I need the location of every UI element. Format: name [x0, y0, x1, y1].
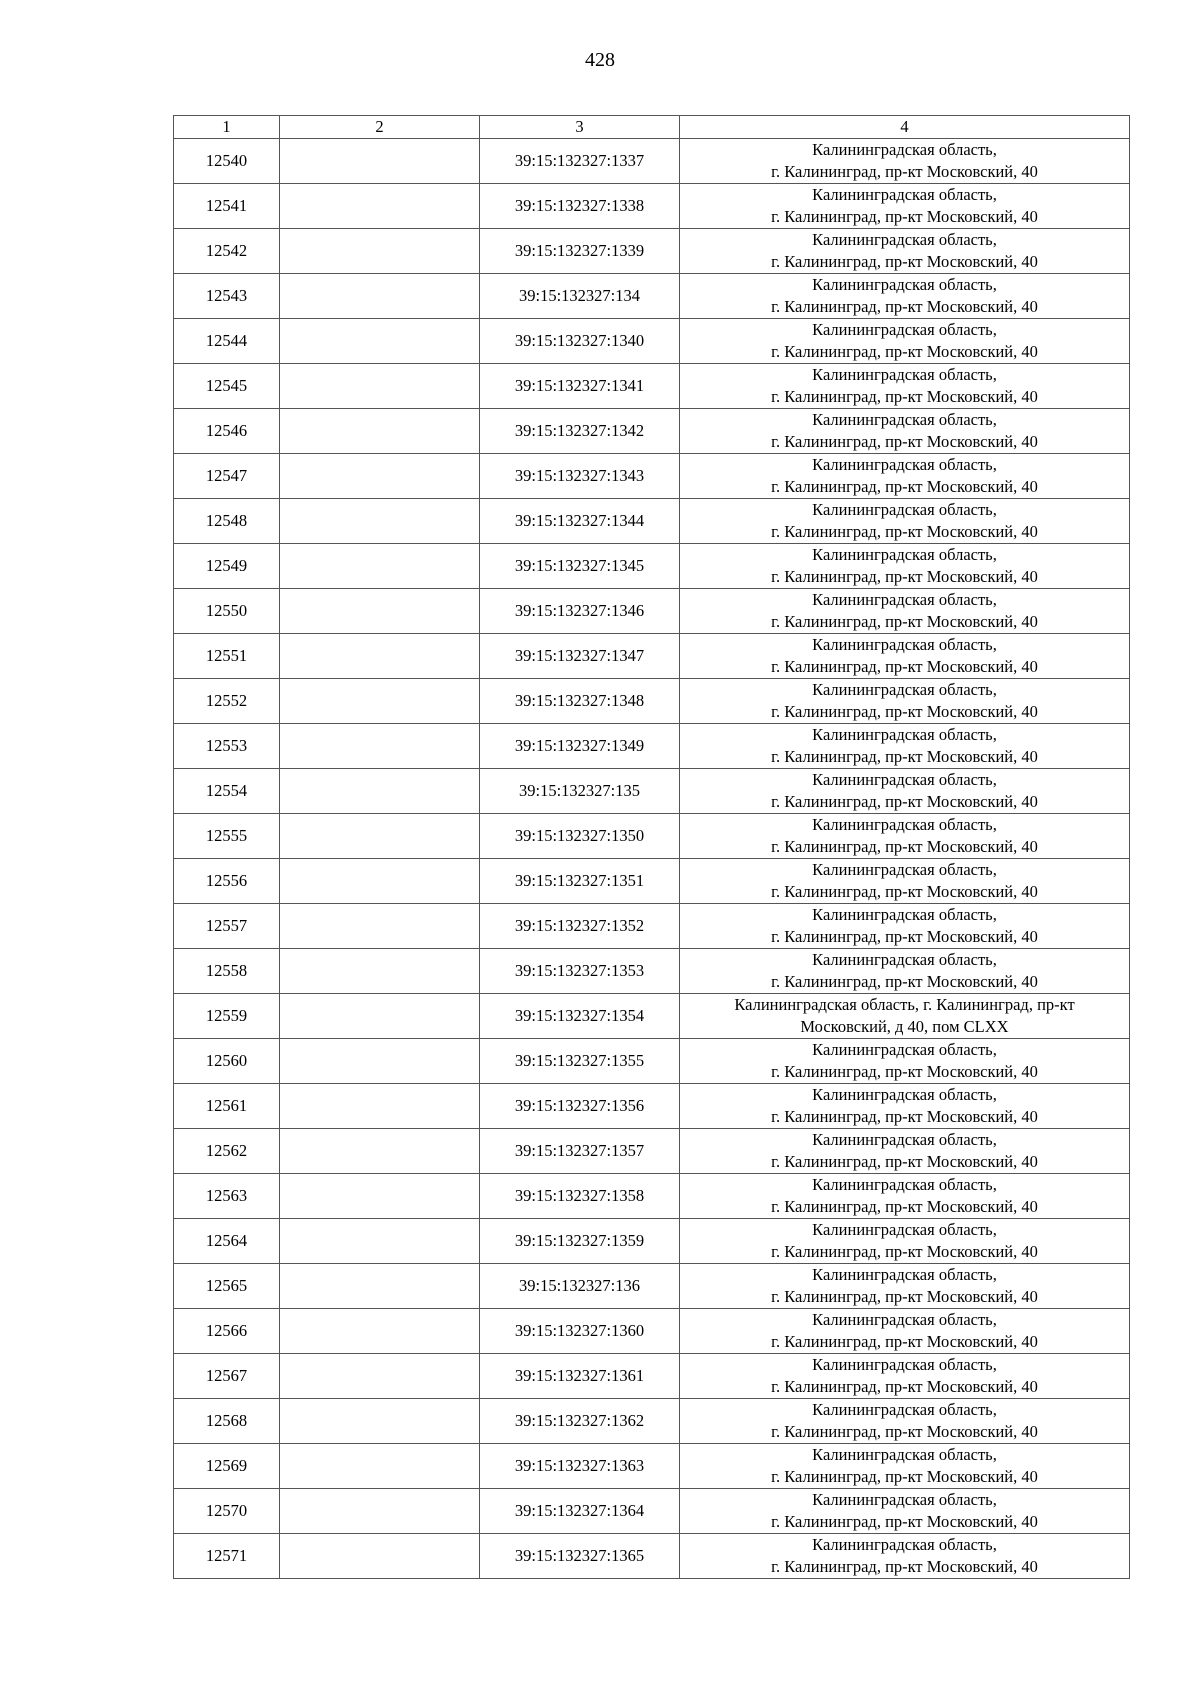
- cadastral-number-cell: 39:15:132327:1358: [480, 1174, 680, 1219]
- address-line: Калининградская область,: [812, 815, 997, 834]
- cadastral-number-cell: 39:15:132327:1343: [480, 454, 680, 499]
- row-number-cell: 12540: [174, 139, 280, 184]
- column-2-cell: [280, 1534, 480, 1579]
- address-line: г. Калининград, пр-кт Московский, 40: [771, 1332, 1038, 1351]
- row-number-cell: 12541: [174, 184, 280, 229]
- row-number-cell: 12558: [174, 949, 280, 994]
- table-row: [174, 229, 1130, 274]
- address-line: г. Калининград, пр-кт Московский, 40: [771, 927, 1038, 946]
- address-line: Калининградская область,: [812, 1490, 997, 1509]
- row-number-cell: 12568: [174, 1399, 280, 1444]
- row-number-cell: 12555: [174, 814, 280, 859]
- row-number-cell: 12554: [174, 769, 280, 814]
- table-header: [174, 116, 1130, 139]
- address-line: Калининградская область,: [812, 635, 997, 654]
- cadastral-number-cell: 39:15:132327:1348: [480, 679, 680, 724]
- column-2-cell: [280, 1084, 480, 1129]
- cadastral-number-cell: 39:15:132327:1354: [480, 994, 680, 1039]
- address-line: Калининградская область,: [812, 1040, 997, 1059]
- address-line: Калининградская область,: [812, 1355, 997, 1374]
- cadastral-number-cell: 39:15:132327:1344: [480, 499, 680, 544]
- address-line: Калининградская область,: [812, 1535, 997, 1554]
- address-cell: [680, 544, 1130, 589]
- address-line: г. Калининград, пр-кт Московский, 40: [771, 1422, 1038, 1441]
- address-line: Калининградская область,: [812, 230, 997, 249]
- address-line: Калининградская область,: [812, 905, 997, 924]
- address-cell: [680, 949, 1130, 994]
- column-2-cell: [280, 1039, 480, 1084]
- column-2-cell: [280, 949, 480, 994]
- address-cell: [680, 634, 1130, 679]
- column-2-cell: [280, 769, 480, 814]
- address-line: г. Калининград, пр-кт Московский, 40: [771, 297, 1038, 316]
- row-number-cell: 12543: [174, 274, 280, 319]
- address-line: г. Калининград, пр-кт Московский, 40: [771, 1287, 1038, 1306]
- address-cell: [680, 139, 1130, 184]
- row-number-cell: 12557: [174, 904, 280, 949]
- table-row: [174, 1354, 1130, 1399]
- row-number-cell: 12547: [174, 454, 280, 499]
- address-line: Калининградская область,: [812, 140, 997, 159]
- address-line: г. Калининград, пр-кт Московский, 40: [771, 207, 1038, 226]
- row-number-cell: 12546: [174, 409, 280, 454]
- address-cell: [680, 1354, 1130, 1399]
- address-cell: [680, 904, 1130, 949]
- address-cell: [680, 589, 1130, 634]
- row-number-cell: 12563: [174, 1174, 280, 1219]
- column-2-cell: [280, 499, 480, 544]
- row-number-cell: 12550: [174, 589, 280, 634]
- table-row: [174, 724, 1130, 769]
- address-cell: [680, 1444, 1130, 1489]
- address-line: г. Калининград, пр-кт Московский, 40: [771, 1107, 1038, 1126]
- cadastral-number-cell: 39:15:132327:1352: [480, 904, 680, 949]
- address-line: Калининградская область,: [812, 950, 997, 969]
- address-line: Калининградская область,: [812, 725, 997, 744]
- column-2-cell: [280, 1129, 480, 1174]
- table-row: [174, 589, 1130, 634]
- header-row: [174, 116, 1130, 139]
- row-number-cell: 12545: [174, 364, 280, 409]
- table-row: [174, 1219, 1130, 1264]
- address-line: г. Калининград, пр-кт Московский, 40: [771, 567, 1038, 586]
- row-number-cell: 12570: [174, 1489, 280, 1534]
- address-line: Калининградская область,: [812, 545, 997, 564]
- address-cell: [680, 1129, 1130, 1174]
- row-number-cell: 12564: [174, 1219, 280, 1264]
- column-2-cell: [280, 184, 480, 229]
- address-line: г. Калининград, пр-кт Московский, 40: [771, 747, 1038, 766]
- table-row: [174, 904, 1130, 949]
- table-row: [174, 454, 1130, 499]
- cadastral-number-cell: 39:15:132327:1340: [480, 319, 680, 364]
- address-line: Калининградская область,: [812, 1445, 997, 1464]
- address-cell: [680, 1084, 1130, 1129]
- address-cell: [680, 1309, 1130, 1354]
- column-2-cell: [280, 1444, 480, 1489]
- address-cell: [680, 1534, 1130, 1579]
- address-cell: [680, 184, 1130, 229]
- cadastral-number-cell: 39:15:132327:1351: [480, 859, 680, 904]
- address-cell: [680, 769, 1130, 814]
- cadastral-number-cell: 39:15:132327:1364: [480, 1489, 680, 1534]
- table-row: [174, 499, 1130, 544]
- table-row: [174, 1534, 1130, 1579]
- address-line: г. Калининград, пр-кт Московский, 40: [771, 1197, 1038, 1216]
- column-2-cell: [280, 1219, 480, 1264]
- table-row: [174, 1489, 1130, 1534]
- address-cell: [680, 859, 1130, 904]
- column-2-cell: [280, 409, 480, 454]
- address-line: Калининградская область,: [812, 1220, 997, 1239]
- table-row: [174, 1084, 1130, 1129]
- column-2-cell: [280, 679, 480, 724]
- address-line: Калининградская область, г. Калининград, пр-кт: [734, 995, 1075, 1014]
- row-number-cell: 12556: [174, 859, 280, 904]
- address-line: Калининградская область,: [812, 860, 997, 879]
- table-row: [174, 859, 1130, 904]
- cadastral-number-cell: 39:15:132327:136: [480, 1264, 680, 1309]
- table-row: [174, 1174, 1130, 1219]
- row-number-cell: 12567: [174, 1354, 280, 1399]
- table-row: [174, 769, 1130, 814]
- cadastral-number-cell: 39:15:132327:1362: [480, 1399, 680, 1444]
- address-line: г. Калининград, пр-кт Московский, 40: [771, 387, 1038, 406]
- header-cell-1: 1: [174, 116, 280, 139]
- cadastral-number-cell: 39:15:132327:1339: [480, 229, 680, 274]
- table-row: [174, 409, 1130, 454]
- address-line: Калининградская область,: [812, 410, 997, 429]
- address-line: Калининградская область,: [812, 500, 997, 519]
- table-row: [174, 364, 1130, 409]
- column-2-cell: [280, 1264, 480, 1309]
- row-number-cell: 12559: [174, 994, 280, 1039]
- address-line: Калининградская область,: [812, 770, 997, 789]
- address-line: г. Калининград, пр-кт Московский, 40: [771, 252, 1038, 271]
- address-cell: [680, 454, 1130, 499]
- cadastral-number-cell: 39:15:132327:134: [480, 274, 680, 319]
- address-line: г. Калининград, пр-кт Московский, 40: [771, 342, 1038, 361]
- address-line: Калининградская область,: [812, 1400, 997, 1419]
- address-line: Калининградская область,: [812, 185, 997, 204]
- address-line: г. Калининград, пр-кт Московский, 40: [771, 837, 1038, 856]
- address-line: г. Калининград, пр-кт Московский, 40: [771, 432, 1038, 451]
- address-cell: [680, 1264, 1130, 1309]
- cadastral-number-cell: 39:15:132327:1346: [480, 589, 680, 634]
- address-cell: [680, 724, 1130, 769]
- address-line: г. Калининград, пр-кт Московский, 40: [771, 1512, 1038, 1531]
- address-cell: [680, 994, 1130, 1039]
- address-line: Калининградская область,: [812, 1310, 997, 1329]
- column-2-cell: [280, 634, 480, 679]
- cadastral-number-cell: 39:15:132327:1338: [480, 184, 680, 229]
- cadastral-number-cell: 39:15:132327:1341: [480, 364, 680, 409]
- address-line: Калининградская область,: [812, 365, 997, 384]
- address-line: г. Калининград, пр-кт Московский, 40: [771, 1467, 1038, 1486]
- page-number: 428: [585, 49, 615, 71]
- column-2-cell: [280, 319, 480, 364]
- row-number-cell: 12562: [174, 1129, 280, 1174]
- cadastral-number-cell: 39:15:132327:1356: [480, 1084, 680, 1129]
- column-2-cell: [280, 544, 480, 589]
- cadastral-number-cell: 39:15:132327:1359: [480, 1219, 680, 1264]
- address-cell: [680, 409, 1130, 454]
- table-row: [174, 994, 1130, 1039]
- address-line: Калининградская область,: [812, 320, 997, 339]
- row-number-cell: 12553: [174, 724, 280, 769]
- row-number-cell: 12552: [174, 679, 280, 724]
- column-2-cell: [280, 994, 480, 1039]
- table-row: [174, 184, 1130, 229]
- address-cell: [680, 319, 1130, 364]
- address-line: г. Калининград, пр-кт Московский, 40: [771, 1242, 1038, 1261]
- address-cell: [680, 1174, 1130, 1219]
- cadastral-number-cell: 39:15:132327:1350: [480, 814, 680, 859]
- cadastral-number-cell: 39:15:132327:1337: [480, 139, 680, 184]
- address-line: Калининградская область,: [812, 455, 997, 474]
- address-cell: [680, 1039, 1130, 1084]
- row-number-cell: 12566: [174, 1309, 280, 1354]
- address-line: г. Калининград, пр-кт Московский, 40: [771, 1557, 1038, 1576]
- address-cell: [680, 679, 1130, 724]
- column-2-cell: [280, 904, 480, 949]
- table-row: [174, 949, 1130, 994]
- row-number-cell: 12571: [174, 1534, 280, 1579]
- column-2-cell: [280, 139, 480, 184]
- address-line: г. Калининград, пр-кт Московский, 40: [771, 882, 1038, 901]
- cadastral-number-cell: 39:15:132327:1349: [480, 724, 680, 769]
- address-line: г. Калининград, пр-кт Московский, 40: [771, 162, 1038, 181]
- address-line: г. Калининград, пр-кт Московский, 40: [771, 1152, 1038, 1171]
- address-line: Калининградская область,: [812, 680, 997, 699]
- cadastral-number-cell: 39:15:132327:1355: [480, 1039, 680, 1084]
- cadastral-number-cell: 39:15:132327:1363: [480, 1444, 680, 1489]
- row-number-cell: 12542: [174, 229, 280, 274]
- column-2-cell: [280, 859, 480, 904]
- row-number-cell: 12549: [174, 544, 280, 589]
- address-cell: [680, 814, 1130, 859]
- cadastral-number-cell: 39:15:132327:1353: [480, 949, 680, 994]
- table-row: [174, 139, 1130, 184]
- column-2-cell: [280, 364, 480, 409]
- column-2-cell: [280, 814, 480, 859]
- column-2-cell: [280, 1174, 480, 1219]
- column-2-cell: [280, 1399, 480, 1444]
- column-2-cell: [280, 1354, 480, 1399]
- address-line: г. Калининград, пр-кт Московский, 40: [771, 1062, 1038, 1081]
- address-cell: [680, 499, 1130, 544]
- row-number-cell: 12560: [174, 1039, 280, 1084]
- row-number-cell: 12551: [174, 634, 280, 679]
- address-line: Калининградская область,: [812, 590, 997, 609]
- column-2-cell: [280, 589, 480, 634]
- address-line: Московский, д 40, пом CLXX: [800, 1017, 1009, 1036]
- registry-table: [173, 115, 1130, 1579]
- cadastral-number-cell: 39:15:132327:1347: [480, 634, 680, 679]
- table-row: [174, 1039, 1130, 1084]
- address-line: г. Калининград, пр-кт Московский, 40: [771, 792, 1038, 811]
- table-row: [174, 1309, 1130, 1354]
- address-cell: [680, 229, 1130, 274]
- cadastral-number-cell: 39:15:132327:1345: [480, 544, 680, 589]
- row-number-cell: 12561: [174, 1084, 280, 1129]
- address-cell: [680, 364, 1130, 409]
- header-cell-2: 2: [280, 116, 480, 139]
- column-2-cell: [280, 1489, 480, 1534]
- column-2-cell: [280, 274, 480, 319]
- row-number-cell: 12565: [174, 1264, 280, 1309]
- address-cell: [680, 274, 1130, 319]
- table-row: [174, 1399, 1130, 1444]
- table-row: [174, 679, 1130, 724]
- column-2-cell: [280, 454, 480, 499]
- table-row: [174, 1264, 1130, 1309]
- address-line: г. Калининград, пр-кт Московский, 40: [771, 972, 1038, 991]
- cadastral-number-cell: 39:15:132327:1361: [480, 1354, 680, 1399]
- address-line: г. Калининград, пр-кт Московский, 40: [771, 612, 1038, 631]
- cadastral-number-cell: 39:15:132327:1360: [480, 1309, 680, 1354]
- address-line: Калининградская область,: [812, 1175, 997, 1194]
- table-row: [174, 814, 1130, 859]
- address-line: г. Калининград, пр-кт Московский, 40: [771, 657, 1038, 676]
- cadastral-number-cell: 39:15:132327:135: [480, 769, 680, 814]
- row-number-cell: 12569: [174, 1444, 280, 1489]
- table-row: [174, 544, 1130, 589]
- table-row: [174, 319, 1130, 364]
- table-body: [174, 139, 1130, 1579]
- row-number-cell: 12548: [174, 499, 280, 544]
- cadastral-number-cell: 39:15:132327:1342: [480, 409, 680, 454]
- address-line: Калининградская область,: [812, 1085, 997, 1104]
- table-row: [174, 1129, 1130, 1174]
- address-line: Калининградская область,: [812, 1265, 997, 1284]
- table-row: [174, 1444, 1130, 1489]
- column-2-cell: [280, 1309, 480, 1354]
- address-cell: [680, 1489, 1130, 1534]
- address-line: Калининградская область,: [812, 275, 997, 294]
- column-2-cell: [280, 724, 480, 769]
- address-line: г. Калининград, пр-кт Московский, 40: [771, 477, 1038, 496]
- address-line: Калининградская область,: [812, 1130, 997, 1149]
- column-2-cell: [280, 229, 480, 274]
- cadastral-number-cell: 39:15:132327:1365: [480, 1534, 680, 1579]
- address-line: г. Калининград, пр-кт Московский, 40: [771, 1377, 1038, 1396]
- address-line: г. Калининград, пр-кт Московский, 40: [771, 702, 1038, 721]
- table-row: [174, 274, 1130, 319]
- address-cell: [680, 1399, 1130, 1444]
- table-row: [174, 634, 1130, 679]
- row-number-cell: 12544: [174, 319, 280, 364]
- address-line: г. Калининград, пр-кт Московский, 40: [771, 522, 1038, 541]
- header-cell-3: 3: [480, 116, 680, 139]
- header-cell-4: 4: [680, 116, 1130, 139]
- cadastral-number-cell: 39:15:132327:1357: [480, 1129, 680, 1174]
- address-cell: [680, 1219, 1130, 1264]
